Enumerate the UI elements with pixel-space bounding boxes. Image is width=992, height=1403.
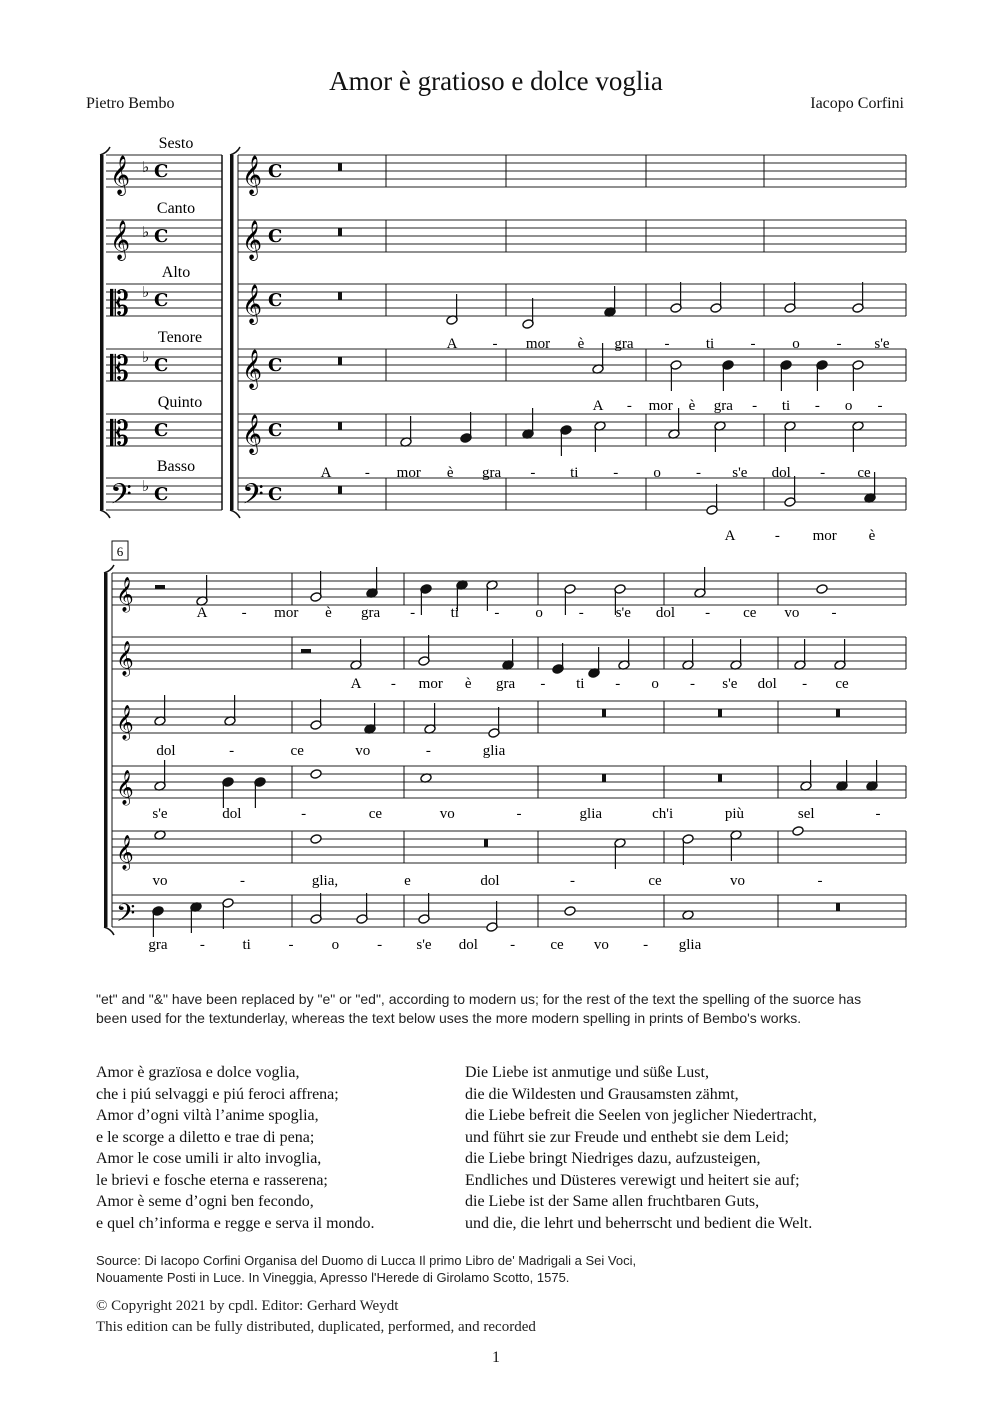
- voice-name-alto: Alto: [161, 264, 191, 281]
- note-head: [310, 769, 322, 780]
- lyric-syllable: -: [540, 676, 546, 692]
- lyric-syllable: -: [240, 873, 245, 889]
- clef: 𝄞: [116, 705, 134, 740]
- editorial-note: "et" and "&" have been replaced by "e" or "ed", according to modern us; for the rest of the text the spelling of the suorce has been used for the textunderlay, whereas the text below uses the more modern spelling in prints of Bembo's works.: [96, 991, 862, 1026]
- breve-rest: [338, 486, 342, 494]
- lyric-syllable: sel: [797, 806, 815, 822]
- lyric-syllable: ti: [576, 676, 585, 692]
- poem-line: e le scorge a diletto e trae di pena;: [96, 1128, 315, 1146]
- note-head: [816, 584, 828, 595]
- lyric-syllable: mor: [525, 336, 551, 352]
- voice-name-tenore: Tenore: [157, 329, 203, 346]
- poem-line: che i piú selvaggi e piú feroci affrena;: [96, 1085, 339, 1103]
- lyric-syllable: e: [404, 873, 411, 889]
- lyric-syllable: -: [578, 605, 584, 621]
- lyric-syllable: ce: [648, 873, 662, 889]
- lyric-syllable: s'e: [416, 937, 432, 953]
- breve-rest: [484, 839, 488, 847]
- lyric-syllable: o: [844, 398, 853, 414]
- voice-name-sesto: Sesto: [158, 135, 194, 152]
- lyric-syllable: -: [814, 398, 820, 414]
- lyric-syllable: -: [774, 528, 780, 544]
- lyric-syllable: ti: [781, 398, 791, 414]
- poem-line: Endliches und Düsteres verewigt und heitert sie auf;: [465, 1171, 800, 1189]
- whole-rest: [155, 585, 165, 589]
- key-signature-flat: ♭: [142, 223, 150, 241]
- lyric-syllable: -: [301, 806, 307, 822]
- lyric-syllable: -: [390, 676, 396, 692]
- lyric-syllable: -: [877, 398, 883, 414]
- poem-line: Amor d’ogni viltà l’anime spoglia,: [96, 1107, 319, 1124]
- poem-line: die Liebe ist der Same allen fruchtbaren Guts,: [465, 1193, 760, 1210]
- measure-number: 6: [116, 544, 124, 559]
- lyric-syllable: gra: [481, 465, 502, 481]
- lyric-syllable: -: [377, 937, 383, 953]
- clef: 𝄞: [110, 220, 131, 260]
- poem-line: le brievi e fosche eterna e rasserena;: [96, 1171, 328, 1189]
- bracket-bar: [100, 155, 104, 510]
- lyric-syllable: s'e: [722, 676, 738, 692]
- poem-line: Amor è seme d’ogni ben fecondo,: [96, 1193, 314, 1210]
- lyric-syllable: -: [288, 937, 294, 953]
- lyric-syllable: -: [831, 605, 837, 621]
- bracket-hook: [230, 510, 240, 518]
- lyric-syllable: A: [724, 528, 736, 544]
- breve-rest: [718, 709, 722, 717]
- lyric-syllable: o: [651, 676, 659, 692]
- poem-line: die Liebe bringt Niedriges dazu, aufzusteigen,: [465, 1150, 761, 1167]
- source-citation: [96, 1252, 636, 1286]
- lyric-syllable: -: [664, 336, 670, 352]
- clef: 𝄞: [242, 220, 263, 260]
- lyric-syllable: -: [425, 743, 431, 759]
- source-line: Nouamente Posti in Luce. In Vineggia, Apresso l'Herede di Girolamo Scotto, 1575.: [96, 1270, 570, 1285]
- lyric-syllable: ce: [835, 676, 849, 692]
- voice-name-basso: Basso: [156, 458, 196, 475]
- lyric-syllable: glia: [579, 806, 603, 822]
- bracket-hook: [100, 147, 110, 155]
- copyright-line: This edition can be fully distributed, duplicated, performed, and recorded: [96, 1319, 536, 1335]
- lyric-syllable: gra: [360, 605, 381, 621]
- lyric-syllable: -: [752, 398, 758, 414]
- poem-line: Amor è grazïosa e dolce voglia,: [96, 1064, 300, 1081]
- breve-rest: [602, 709, 606, 717]
- piece-title: Amor è gratioso e dolce voglia: [329, 66, 663, 96]
- poem-german: [465, 1062, 817, 1234]
- lyric-syllable: -: [241, 605, 247, 621]
- poet-name: Pietro Bembo: [86, 95, 175, 112]
- clef: 𝄞: [116, 770, 134, 805]
- lyric-syllable: -: [875, 806, 881, 822]
- lyric-syllable: -: [626, 398, 632, 414]
- clef: 𝄞: [242, 284, 263, 324]
- lyric-syllable: vo: [152, 873, 168, 889]
- lyric-syllable: ti: [705, 336, 715, 352]
- lyric-syllable: dol: [156, 743, 176, 759]
- time-signature: C: [154, 484, 169, 505]
- note-head: [792, 826, 804, 837]
- poem-line: und die, die lehrt und beherrscht und bedient die Welt.: [465, 1214, 813, 1232]
- lyric-syllable: s'e: [152, 806, 168, 822]
- lyric-syllable: è: [464, 676, 472, 692]
- lyric-syllable: è: [577, 336, 585, 352]
- time-signature: C: [154, 420, 169, 441]
- lyric-syllable: A: [196, 605, 208, 621]
- note-head: [310, 834, 322, 845]
- lyric-syllable: ce: [857, 465, 871, 481]
- lyric-syllable: -: [695, 465, 701, 481]
- lyric-syllable: glia,: [311, 873, 339, 889]
- lyric-syllable: -: [510, 937, 516, 953]
- poem-line: die die Wildesten und Grausamsten zähmt,: [465, 1085, 739, 1103]
- breve-rest: [836, 903, 840, 911]
- lyric-syllable: -: [750, 336, 756, 352]
- clef: 𝄡: [110, 414, 129, 454]
- lyric-syllable: -: [492, 336, 498, 352]
- lyric-syllable: mor: [396, 465, 421, 481]
- lyric-syllable: vo: [593, 937, 609, 953]
- lyric-syllable: vo: [355, 743, 371, 759]
- lyric-syllable: o: [535, 605, 543, 621]
- lyric-syllable: gra: [148, 937, 168, 953]
- lyric-syllable: -: [410, 605, 416, 621]
- voice-name-quinto: Quinto: [157, 394, 203, 411]
- time-signature: C: [268, 420, 283, 441]
- lyric-syllable: s'e: [732, 465, 748, 481]
- clef: 𝄡: [110, 349, 129, 389]
- lyric-syllable: mor: [648, 398, 673, 414]
- note-head: [564, 906, 576, 917]
- poem-line: die Liebe befreit die Seelen von jeglicher Niedertracht,: [465, 1107, 817, 1124]
- poem-line: und führt sie zur Freude und enthebt sie dem Leid;: [465, 1128, 789, 1146]
- breve-rest: [836, 709, 840, 717]
- lyric-syllable: è: [688, 398, 696, 414]
- lyric-syllable: ce: [368, 806, 383, 822]
- lyric-syllable: o: [792, 336, 800, 352]
- lyric-syllable: ti: [242, 937, 251, 953]
- poem-line: Die Liebe ist anmutige und süße Lust,: [465, 1064, 709, 1081]
- clef: 𝄢: [116, 899, 136, 934]
- key-signature-flat: ♭: [142, 283, 150, 301]
- lyric-syllable: A: [446, 336, 458, 352]
- lyric-syllable: -: [802, 676, 808, 692]
- lyric-syllable: dol: [458, 937, 478, 953]
- clefs: [110, 155, 282, 934]
- time-signature: C: [154, 226, 169, 247]
- lyric-syllable: -: [820, 465, 826, 481]
- time-signature: C: [268, 290, 283, 311]
- lyric-syllable: glia: [678, 937, 702, 953]
- lyric-syllable: -: [613, 465, 619, 481]
- voice-name-canto: Canto: [156, 200, 196, 217]
- bracket-hook: [104, 565, 114, 573]
- lyric-syllable: mor: [418, 676, 443, 692]
- lyric-syllable: o: [331, 937, 340, 953]
- lyric-syllable: -: [817, 873, 823, 889]
- lyric-syllable: mor: [274, 605, 299, 621]
- time-signature: C: [154, 355, 169, 376]
- lyric-syllable: -: [643, 937, 649, 953]
- lyric-syllable: -: [705, 605, 711, 621]
- clef: 𝄞: [116, 641, 134, 676]
- poem-line: e quel ch’informa e regge e serva il mondo.: [96, 1214, 375, 1232]
- key-signature-flat: ♭: [142, 158, 150, 176]
- clef: 𝄞: [242, 414, 263, 454]
- time-signature: C: [268, 355, 283, 376]
- lyric-syllable: vo: [730, 873, 745, 889]
- lyric-syllable: mor: [812, 528, 837, 544]
- lyric-syllable: ce: [743, 605, 757, 621]
- lyric-syllable: vo: [784, 605, 800, 621]
- lyric-syllable: -: [836, 336, 842, 352]
- lyric-syllable: s'e: [615, 605, 631, 621]
- clef: 𝄢: [110, 478, 132, 518]
- lyric-syllable: -: [494, 605, 500, 621]
- notes: [152, 163, 878, 937]
- source-line: Source: Di Iacopo Corfini Organisa del Duomo di Lucca Il primo Libro de' Madrigali a Sei Voci,: [96, 1253, 637, 1268]
- breve-rest: [602, 774, 606, 782]
- lyric-syllable: dol: [757, 676, 777, 692]
- lyric-syllable: gra: [495, 676, 516, 692]
- lyric-syllable: -: [570, 873, 575, 889]
- lyric-syllable: -: [516, 806, 522, 822]
- page-number: 1: [492, 1349, 500, 1366]
- lyric-syllable: s'e: [874, 336, 890, 352]
- lyric-syllable: più: [724, 806, 744, 822]
- lyric-syllable: ti: [570, 465, 579, 481]
- copyright-line: © Copyright 2021 by cpdl. Editor: Gerhard Weydt: [96, 1298, 399, 1314]
- copyright-notice: [96, 1296, 536, 1338]
- lyric-syllable: vo: [439, 806, 455, 822]
- lyric-syllable: glia: [482, 743, 506, 759]
- lyric-syllable: A: [592, 398, 604, 414]
- lyric-syllable: A: [320, 465, 332, 481]
- breve-rest: [338, 292, 342, 300]
- bracket-hook: [100, 510, 110, 518]
- clef: 𝄞: [116, 835, 134, 870]
- time-signature: C: [268, 484, 283, 505]
- lyric-syllable: -: [689, 676, 695, 692]
- bracket-hook: [230, 147, 240, 155]
- breve-rest: [338, 357, 342, 365]
- whole-rest: [301, 649, 311, 653]
- lyric-syllable: -: [530, 465, 536, 481]
- lyric-syllable: A: [350, 676, 362, 692]
- lyric-syllable: è: [325, 605, 332, 621]
- lyric-syllable: -: [364, 465, 370, 481]
- lyric-syllable: ce: [290, 743, 304, 759]
- lyric-syllable: dol: [771, 465, 791, 481]
- clef: 𝄡: [110, 284, 129, 324]
- lyric-syllable: è: [868, 528, 876, 544]
- poem-line: Amor le cose umili ir alto invoglia,: [96, 1150, 322, 1167]
- lyric-syllable: dol: [480, 873, 500, 889]
- breve-rest: [338, 422, 342, 430]
- lyric-syllable: ch'i: [652, 806, 674, 822]
- breve-rest: [718, 774, 722, 782]
- lyric-syllable: ti: [450, 605, 459, 621]
- bracket-bar: [230, 155, 234, 510]
- lyric-syllable: gra: [713, 398, 733, 414]
- time-signature: C: [268, 161, 283, 182]
- clef: 𝄞: [116, 577, 134, 612]
- clef: 𝄞: [110, 155, 131, 195]
- composer-name: Iacopo Corfini: [810, 95, 904, 112]
- lyric-syllable: -: [229, 743, 235, 759]
- lyric-syllable: gra: [614, 336, 634, 352]
- lyric-syllable: -: [615, 676, 621, 692]
- lyric-syllable: dol: [222, 806, 242, 822]
- clef: 𝄢: [242, 478, 264, 518]
- time-signature: C: [154, 290, 169, 311]
- bracket-hook: [104, 927, 114, 935]
- breve-rest: [338, 163, 342, 171]
- bracket-bar: [104, 573, 108, 927]
- poem-italian: [96, 1062, 375, 1234]
- lyric-syllable: o: [653, 465, 661, 481]
- lyric-syllable: dol: [655, 605, 676, 621]
- time-signature: C: [268, 226, 283, 247]
- key-signature-flat: ♭: [142, 477, 150, 495]
- lyric-syllable: ce: [550, 937, 564, 953]
- time-signature: C: [154, 161, 169, 182]
- breve-rest: [338, 228, 342, 236]
- clef: 𝄞: [242, 349, 263, 389]
- lyric-syllable: -: [199, 937, 205, 953]
- clef: 𝄞: [242, 155, 263, 195]
- key-signature-flat: ♭: [142, 348, 150, 366]
- lyric-syllable: è: [446, 465, 454, 481]
